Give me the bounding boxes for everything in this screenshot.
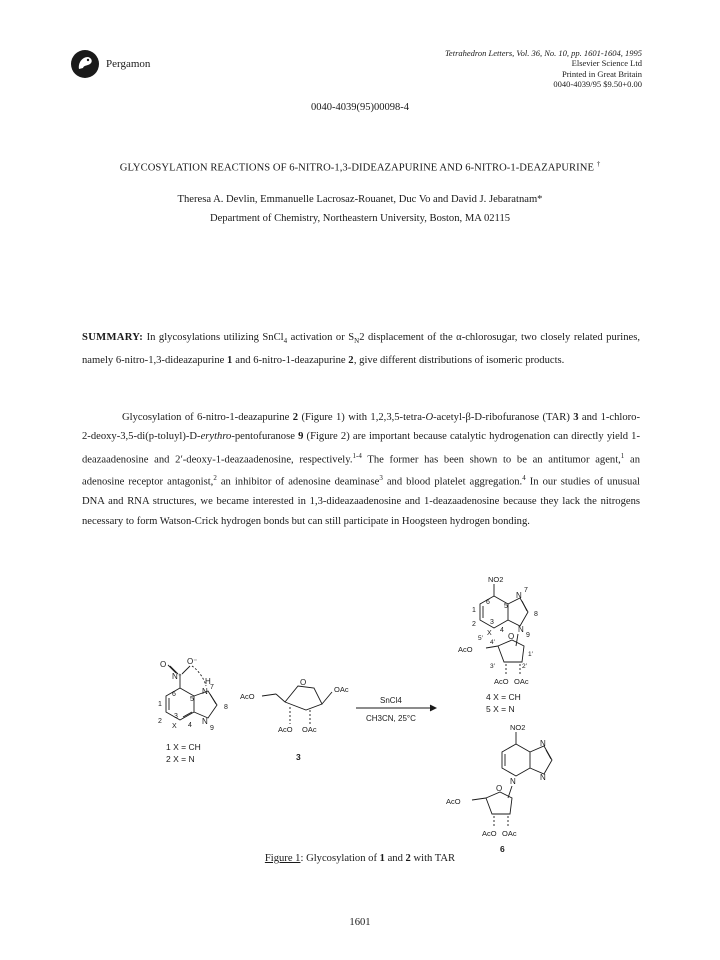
journal-citation	[322, 48, 642, 90]
oxygen-minus-label: O⁻	[187, 657, 198, 666]
svg-text:AcO: AcO	[482, 829, 497, 838]
authors: Theresa A. Devlin, Emmanuelle Lacrosaz-Rouanet, Duc Vo and David J. Jebaratnam*	[177, 194, 543, 205]
code-line: 0040-4039/95 $9.50+0.00	[553, 79, 642, 90]
svg-text:9: 9	[210, 725, 214, 732]
body-paragraph: Glycosylation of 6-nitro-1-deazapurine 2 (Figure 1) with 1,2,3,5-tetra-O-acetyl-β-D-ribofuranose (TAR) 3 and 1-chloro-2-deoxy-3,5-di(p-toluyl)-D-erythro-pentofuranose 9 (Figure 2) are important because catalytic hydrogenation can directly yield 1-deazaadenosine and 2′-deoxy-1-deazaadenosine, respectively.$^{1-4}$ The former has been shown to be an antitumor agent,$^1$ an adenosine receptor antagonist,$^2$ an inhibitor of adenosine deaminase$^3$ and blood platelet aggregation.$^4$ In our studies of unusual DNA and RNA structures, we became interested in 1,3-dideazaadenosine and 1-deazaadenosine because they lack the nitrogens necessary to form Watson-Crick hydrogen bonds but can still participate in Hoogsteen hydrogen bonding.	[82, 412, 641, 527]
svg-text:4′: 4′	[490, 639, 495, 646]
svg-text:2: 2	[472, 621, 476, 628]
svg-text:4: 4	[500, 627, 504, 634]
svg-text:2′: 2′	[522, 663, 527, 670]
nitrogen-plus-label: N⁺	[172, 672, 182, 681]
svg-text:9: 9	[526, 632, 530, 639]
svg-text:3′: 3′	[490, 663, 495, 670]
svg-text:OAc: OAc	[334, 685, 349, 694]
oxygen-label: O	[160, 660, 167, 669]
svg-text:7: 7	[524, 587, 528, 594]
paper-title: GLYCOSYLATION REACTIONS OF 6-NITRO-1,3-DIDEAZAPURINE AND 6-NITRO-1-DEAZAPURINE †	[119, 160, 601, 174]
svg-text:AcO: AcO	[278, 725, 293, 734]
svg-text:8: 8	[224, 704, 228, 711]
svg-text:5: 5	[190, 696, 194, 703]
svg-text:X: X	[487, 630, 492, 637]
affiliation: Department of Chemistry, Northeastern University, Boston, MA 02115	[209, 213, 511, 224]
svg-text:5′: 5′	[478, 635, 483, 642]
svg-text:OAc: OAc	[302, 725, 317, 734]
svg-text:1: 1	[158, 701, 162, 708]
reaction-arrow	[356, 696, 436, 723]
summary: SUMMARY: In glycosylations utilizing SnCl$_4$ activation or $S_N2$ displacement of the α-chlorosugar, two closely related purines, namely 6-nitro-1,3-dideazapurine 1 and 6-nitro-1-deazapurine 2, give different distributions of isomeric products.	[82, 332, 641, 367]
compound-3-label: 3	[296, 752, 301, 762]
svg-text:5: 5	[504, 603, 508, 610]
svg-text:AcO: AcO	[494, 677, 509, 686]
svg-text:2: 2	[158, 718, 162, 725]
journal-line: Tetrahedron Letters, Vol. 36, No. 10, pp. 1601-1604, 1995	[444, 48, 642, 58]
compound-3-structure	[240, 678, 349, 762]
compound-4-label: 4 X = CH	[486, 692, 521, 702]
svg-text:3: 3	[174, 713, 178, 720]
svg-text:AcO: AcO	[446, 797, 461, 806]
svg-text:7: 7	[210, 684, 214, 691]
svg-text:4: 4	[188, 722, 192, 729]
pergamon-logo-icon	[70, 49, 100, 79]
svg-text:N: N	[516, 591, 522, 600]
figure-label: Figure 1	[264, 853, 301, 864]
reagent-label: SnCl4	[380, 696, 402, 705]
publisher-name: Pergamon	[106, 58, 151, 70]
title-footnote-mark: †	[596, 160, 601, 168]
svg-text:N: N	[518, 625, 524, 634]
compound-6-label: 6	[500, 844, 505, 854]
compound-4-5-structure	[458, 575, 538, 714]
svg-text:N: N	[510, 777, 516, 786]
svg-text:N: N	[540, 739, 546, 748]
svg-text:1′: 1′	[528, 651, 533, 658]
svg-text:N: N	[202, 717, 208, 726]
compound-6-structure	[446, 723, 552, 854]
svg-text:NO2: NO2	[488, 575, 504, 584]
svg-text:O: O	[496, 784, 503, 793]
reaction-scheme-figure	[0, 560, 720, 880]
hydrogen-label: H	[205, 677, 211, 686]
compound-2-label: 2 X = N	[166, 754, 195, 764]
doi: 0040-4039(95)00098-4	[311, 102, 409, 113]
printed-line: Printed in Great Britain	[561, 68, 642, 79]
svg-text:OAc: OAc	[514, 677, 529, 686]
svg-text:X: X	[172, 723, 177, 730]
svg-text:O: O	[300, 678, 307, 687]
svg-text:AcO: AcO	[240, 692, 255, 701]
summary-label: SUMMARY:	[82, 332, 144, 343]
svg-text:3: 3	[490, 619, 494, 626]
svg-text:1: 1	[472, 607, 476, 614]
svg-text:N: N	[202, 687, 208, 696]
svg-text:AcO: AcO	[458, 645, 473, 654]
svg-text:N: N	[540, 773, 546, 782]
publisher-line: Elsevier Science Ltd	[571, 58, 642, 69]
svg-text:O: O	[508, 632, 515, 641]
conditions-label: CH3CN, 25°C	[366, 714, 416, 723]
svg-text:6: 6	[172, 691, 176, 698]
compound-1-2-structure	[158, 657, 228, 764]
compound-1-label: 1 X = CH	[166, 742, 201, 752]
page-number: 1601	[349, 917, 371, 928]
svg-text:8: 8	[534, 611, 538, 618]
svg-text:OAc: OAc	[502, 829, 517, 838]
svg-text:NO2: NO2	[510, 723, 526, 732]
figure-caption: Figure 1: Glycosylation of 1 and 2 with TAR	[264, 853, 456, 864]
compound-5-label: 5 X = N	[486, 704, 515, 714]
svg-text:6: 6	[486, 599, 490, 606]
